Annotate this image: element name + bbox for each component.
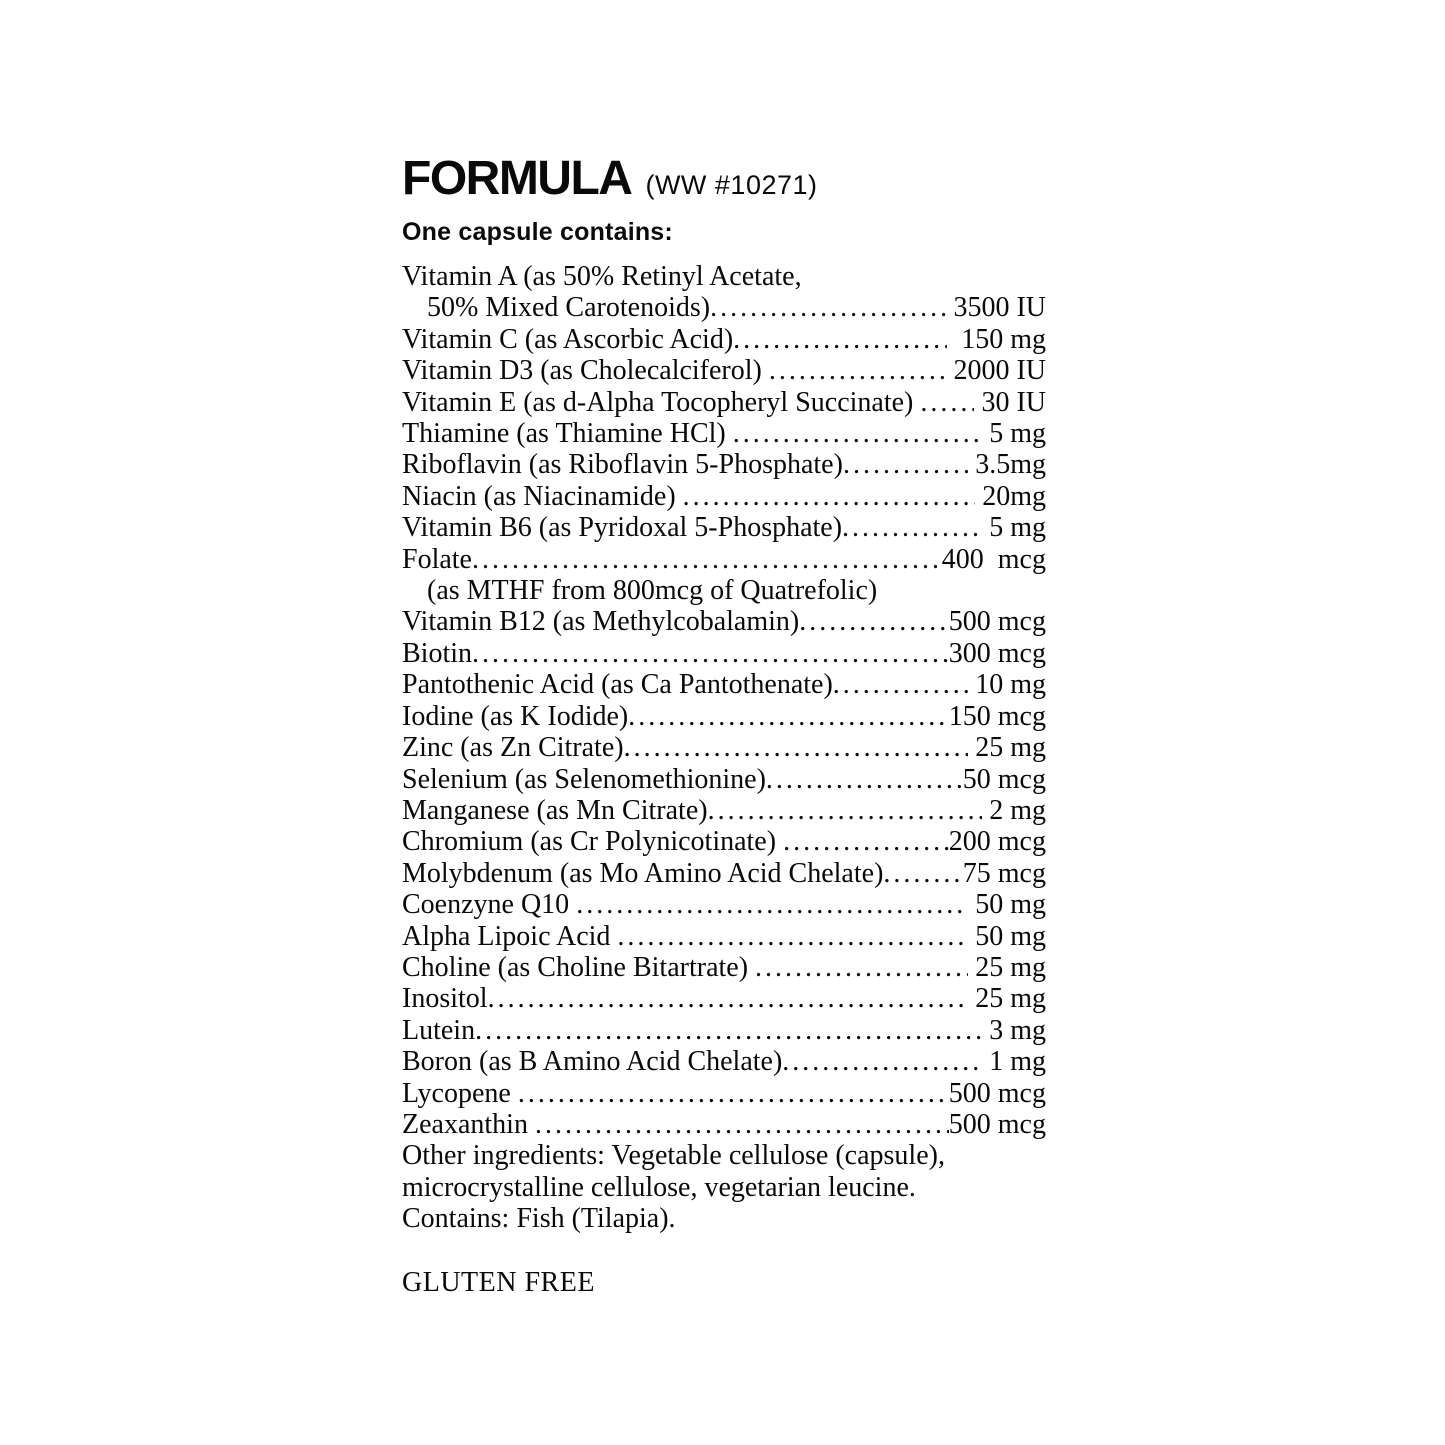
ingredient-amount: 20mg [975,480,1046,512]
ingredient-row [402,638,1046,669]
dot-leader [628,701,949,732]
ingredient-row [402,324,1046,355]
dot-leader [472,544,942,575]
ingredient-name: Vitamin E (as d-Alpha Tocopheryl Succinate) [402,386,921,418]
ingredient-name: Biotin [402,637,473,669]
label-header [402,152,1046,205]
dot-leader [710,292,946,323]
ingredient-name: Other ingredients: Vegetable cellulose (capsule), [402,1140,945,1172]
dot-leader [518,1078,949,1109]
dot-leader [920,387,974,418]
dot-leader [683,481,976,512]
ingredient-name: Inositol [402,983,488,1015]
dot-leader [624,732,969,763]
dot-leader [535,1109,949,1140]
ingredient-row [402,921,1046,952]
ingredient-name: Boron (as B Amino Acid Chelate) [402,1046,783,1078]
ingredient-row [402,387,1046,418]
ingredient-row [402,1046,1046,1077]
ingredient-row [402,983,1046,1014]
ingredient-amount: 5 mg [982,512,1046,544]
dot-leader [733,418,982,449]
ingredient-name: Thiamine (as Thiamine HCl) [402,418,733,450]
dot-leader [755,952,968,983]
dot-leader [472,638,949,669]
ingredient-row [402,858,1046,889]
ingredient-row [402,1078,1046,1109]
dot-leader [475,1015,982,1046]
ingredient-amount: 150 mg [947,323,1046,355]
ingredient-amount: 10 mg [968,669,1046,701]
ingredient-row [402,1109,1046,1140]
ingredient-amount: 150 mcg [948,700,1046,732]
ingredient-name: Niacin (as Niacinamide) [402,480,683,512]
ingredient-amount: 400 mcg [941,543,1046,575]
ingredient-amount: 2000 IU [946,355,1046,387]
ingredient-name: Manganese (as Mn Citrate) [402,794,708,826]
ingredient-amount: 25 mg [968,983,1046,1015]
ingredient-name: Vitamin B12 (as Methylcobalamin) [402,606,800,638]
ingredient-amount: 75 mcg [962,857,1046,889]
ingredient-amount: 25 mg [968,732,1046,764]
ingredient-row [402,544,1046,575]
ingredient-row [402,701,1046,732]
ingredient-name: Coenzyne Q10 [402,889,577,921]
ingredient-row [402,481,1046,512]
ingredients-list [402,261,1046,1235]
ingredient-name: Lycopene [402,1077,518,1109]
gluten-free-note: GLUTEN FREE [402,1266,595,1298]
dot-leader [842,512,982,543]
ingredient-row [402,1140,1046,1171]
ingredient-name: Zinc (as Zn Citrate) [402,732,624,764]
ingredient-row [402,764,1046,795]
formula-title: FORMULA [402,152,632,205]
ingredient-name: (as MTHF from 800mcg of Quatrefolic) [427,575,878,607]
ingredient-row [402,355,1046,386]
ingredient-name: Vitamin C (as Ascorbic Acid) [402,323,734,355]
ingredient-amount: 1 mg [982,1046,1046,1078]
ingredient-amount: 50 mcg [962,763,1046,795]
dot-leader [617,921,968,952]
ingredient-name: Selenium (as Selenomethionine) [402,763,766,795]
ingredient-name: Choline (as Choline Bitartrate) [402,951,756,983]
ingredient-row [402,418,1046,449]
ingredient-name: Vitamin B6 (as Pyridoxal 5-Phosphate) [402,512,843,544]
dot-leader [488,983,969,1014]
dot-leader [708,795,983,826]
ingredient-amount: 500 mcg [948,1077,1046,1109]
ingredient-row [402,1203,1046,1234]
ingredient-row [402,261,1046,292]
ingredient-amount: 5 mg [982,418,1046,450]
ingredient-name: Zeaxanthin [402,1108,535,1140]
ingredient-row [402,795,1046,826]
dot-leader [766,764,963,795]
ingredient-row [402,512,1046,543]
ingredient-row [402,732,1046,763]
dot-leader [733,324,947,355]
ingredient-amount: 50 mg [968,889,1046,921]
catalog-number: (WW #10271) [645,170,818,200]
ingredient-amount: 3500 IU [946,292,1046,324]
ingredient-name: Iodine (as K Iodide) [402,700,629,732]
ingredient-amount: 300 mcg [948,637,1046,669]
ingredient-row [402,1172,1046,1203]
ingredient-row [402,826,1046,857]
dot-leader [782,1046,982,1077]
ingredient-amount: 3 mg [982,1014,1046,1046]
ingredient-row [402,606,1046,637]
ingredient-amount: 25 mg [968,951,1046,983]
ingredient-row [402,889,1046,920]
formula-label [402,152,1046,1298]
ingredient-name: 50% Mixed Carotenoids) [427,292,711,324]
ingredient-amount: 500 mcg [948,606,1046,638]
ingredient-name: Folate [402,543,472,575]
ingredient-name: Riboflavin (as Riboflavin 5-Phosphate) [402,449,843,481]
ingredient-row [402,575,1046,606]
ingredient-row [402,669,1046,700]
ingredient-name: microcrystalline cellulose, vegetarian leucine. [402,1171,916,1203]
ingredient-name: Alpha Lipoic Acid [402,920,618,952]
ingredient-amount: 3.5mg [968,449,1046,481]
dot-leader [576,889,968,920]
ingredient-name: Vitamin D3 (as Cholecalciferol) [402,355,769,387]
ingredient-name: Chromium (as Cr Polynicotinate) [402,826,784,858]
dot-leader [783,826,949,857]
ingredient-row [402,449,1046,480]
ingredient-name: Vitamin A (as 50% Retinyl Acetate, [402,261,802,292]
ingredient-name: Lutein [402,1014,476,1046]
dot-leader [883,858,962,889]
ingredient-amount: 200 mcg [948,826,1046,858]
dot-leader [799,606,949,637]
dot-leader [769,355,947,386]
capsule-contains-heading: One capsule contains: [402,218,673,246]
ingredient-amount: 500 mcg [948,1108,1046,1140]
ingredient-row [402,292,1046,323]
ingredient-row [402,952,1046,983]
ingredient-amount: 2 mg [982,794,1046,826]
ingredient-row [402,1015,1046,1046]
ingredient-amount: 50 mg [968,920,1046,952]
ingredient-amount: 30 IU [974,386,1046,418]
ingredient-name: Contains: Fish (Tilapia). [402,1203,676,1235]
dot-leader [843,449,968,480]
dot-leader [833,669,968,700]
ingredient-name: Molybdenum (as Mo Amino Acid Chelate) [402,857,884,889]
ingredient-name: Pantothenic Acid (as Ca Pantothenate) [402,669,833,701]
